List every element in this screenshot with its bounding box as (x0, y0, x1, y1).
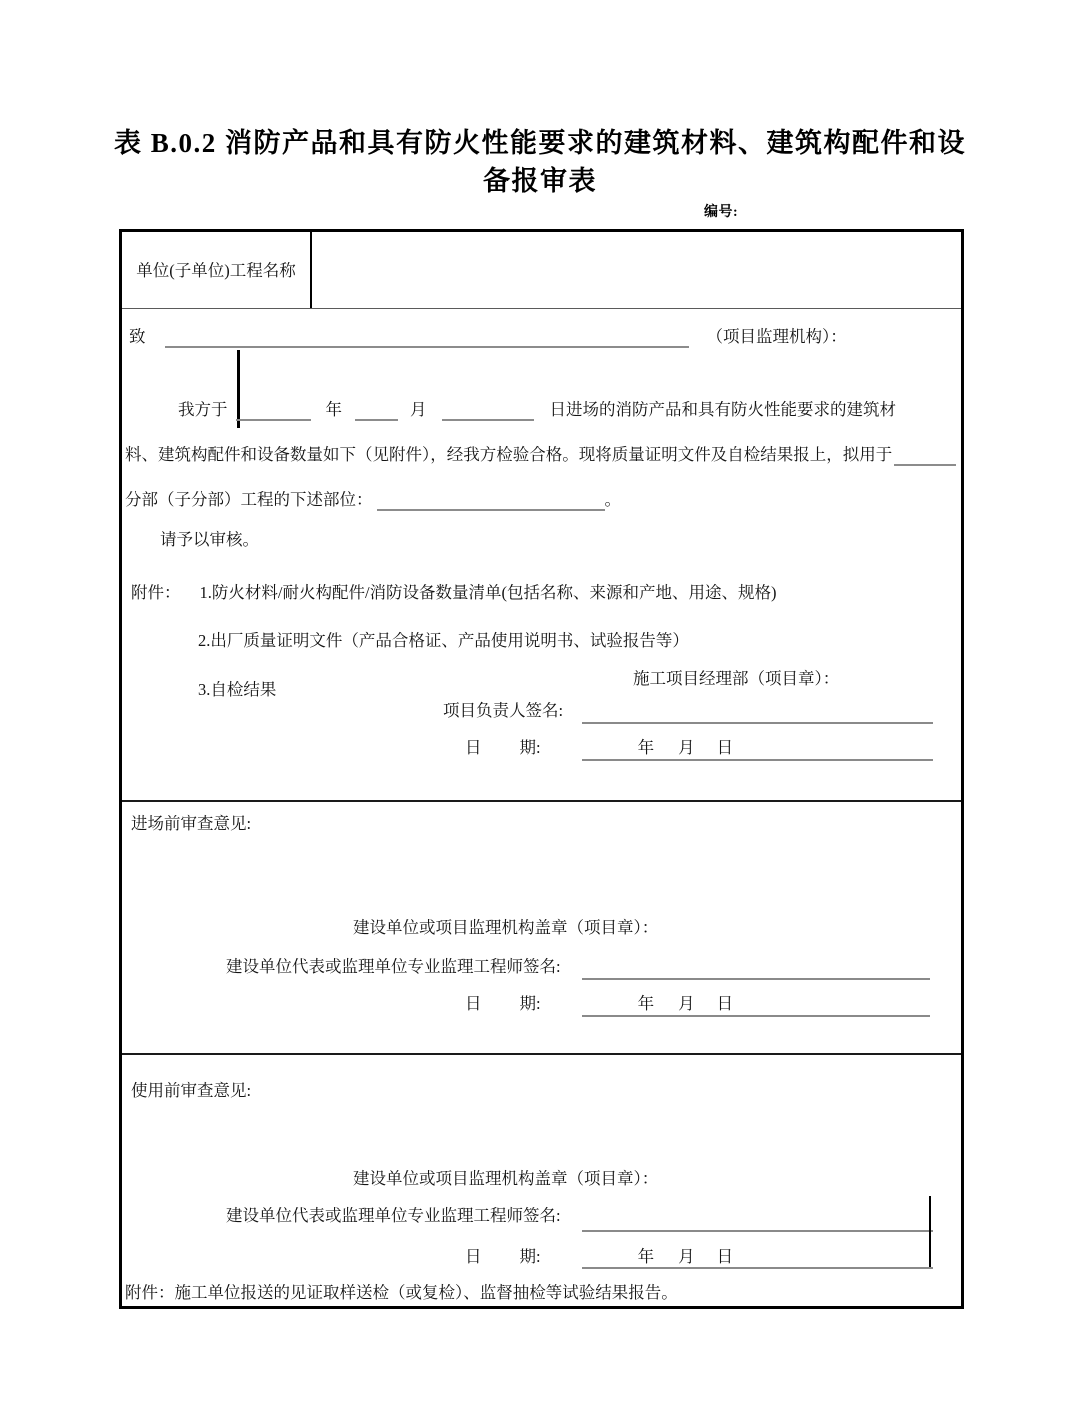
pre-entry-signature-field[interactable] (582, 978, 930, 980)
attachment-item-2: 2.出厂质量证明文件（产品合格证、产品使用说明书、试验报告等） (198, 631, 689, 650)
to-label: 致 (129, 327, 146, 346)
footnote-text: 附件：施工单位报送的见证取样送检（或复检）、监督抽检等试验结果报告。 (125, 1283, 678, 1302)
pre-use-date-field[interactable] (582, 1267, 933, 1269)
ymd-day-label: 日 (716, 738, 734, 757)
date-ri-label: 日 (465, 1247, 482, 1266)
ymd-day-label: 日 (716, 1247, 734, 1266)
section-divider-pre-entry (122, 800, 961, 802)
contractor-signature-label: 项目负责人签名: (443, 701, 564, 720)
pre-entry-stamp-label: 建设单位或项目监理机构盖章（项目章）： (353, 918, 659, 937)
body-line2 (125, 444, 956, 466)
ymd-month-label: 月 (678, 1247, 695, 1266)
body-line3 (125, 489, 621, 511)
cell-border-artifact (929, 1196, 931, 1269)
date-qi-label: 期: (519, 994, 541, 1013)
ymd-year-label: 年 (637, 994, 655, 1013)
contractor-date-line (465, 737, 733, 759)
pre-use-date-line (465, 1246, 733, 1268)
line1-tail: 日进场的消防产品和具有防火性能要求的建筑材 (549, 400, 896, 419)
contractor-signature-field[interactable] (582, 722, 933, 724)
month-field[interactable] (355, 401, 398, 421)
please-review-text: 请予以审核。 (160, 530, 259, 549)
line2-text: 料、建筑构配件和设备数量如下（见附件），经我方检验合格。现将质量证明文件及自检结果报上，拟用于 (125, 445, 893, 464)
pre-use-signature-label: 建设单位代表或监理单位专业监理工程师签名: (226, 1206, 561, 1225)
form-title-line1: 表 B.0.2 消防产品和具有防火性能要求的建筑材料、建筑构配件和设 (113, 128, 966, 158)
date-qi-label: 期: (519, 1247, 541, 1266)
to-line (129, 326, 847, 348)
pre-entry-date-field[interactable] (582, 1015, 930, 1017)
to-org-suffix: （项目监理机构）： (706, 327, 847, 346)
month-label: 月 (410, 400, 427, 419)
contractor-date-field[interactable] (582, 759, 933, 761)
pre-entry-title: 进场前审查意见: (131, 814, 252, 833)
ymd-month-label: 月 (678, 994, 695, 1013)
form-title-line2: 备报审表 (483, 166, 597, 196)
form-table (119, 229, 964, 1309)
date-qi-label: 期: (519, 738, 541, 757)
date-ri-label: 日 (465, 994, 482, 1013)
attachments-label: 附件： (131, 583, 181, 602)
form-title (0, 124, 1080, 200)
ymd-day-label: 日 (716, 994, 734, 1013)
year-label: 年 (325, 400, 342, 419)
year-field[interactable] (236, 401, 311, 421)
pre-entry-signature-label: 建设单位代表或监理单位专业监理工程师签名: (226, 957, 561, 976)
day-field[interactable] (442, 401, 534, 421)
row1-divider (122, 308, 961, 309)
line3-prefix: 分部（子分部）工程的下述部位： (125, 490, 373, 509)
pre-use-signature-field[interactable] (582, 1230, 933, 1232)
body-line1 (178, 399, 896, 421)
location-field[interactable] (377, 491, 605, 511)
ymd-year-label: 年 (637, 738, 655, 757)
line3-period: 。 (604, 490, 621, 509)
ymd-month-label: 月 (678, 738, 695, 757)
pre-use-title: 使用前审查意见: (131, 1081, 252, 1100)
attachment-item-3: 3.自检结果 (198, 680, 277, 699)
form-number-label: 编号: (704, 205, 739, 220)
section-divider-pre-use (122, 1053, 961, 1055)
pre-use-stamp-label: 建设单位或项目监理机构盖章（项目章）： (353, 1169, 659, 1188)
date-ri-label: 日 (465, 738, 482, 757)
ymd-year-label: 年 (637, 1247, 655, 1266)
project-name-label: 单位(子单位)工程名称 (136, 261, 296, 280)
contractor-stamp-label: 施工项目经理部（项目章）： (633, 669, 840, 688)
pre-entry-date-line (465, 993, 733, 1015)
project-name-value[interactable] (312, 232, 962, 308)
to-org-field[interactable] (165, 328, 689, 348)
intended-use-field[interactable] (894, 446, 956, 466)
we-prefix: 我方于 (178, 400, 228, 419)
attachments-line1 (131, 582, 777, 604)
attachment-item-1: 1.防火材料/耐火构配件/消防设备数量清单(包括名称、来源和产地、用途、规格) (199, 583, 777, 602)
